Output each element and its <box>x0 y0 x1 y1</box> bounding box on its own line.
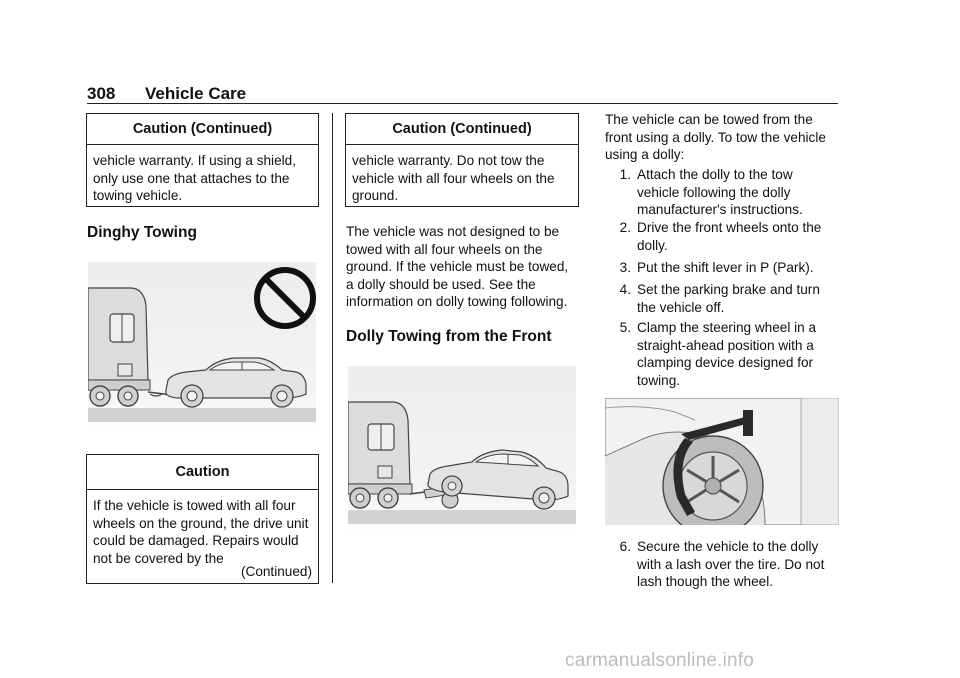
dinghy-towing-illustration <box>88 262 316 434</box>
step-number: 5. <box>619 320 631 335</box>
step-text: Put the shift lever in P (Park). <box>637 260 814 275</box>
step-number: 6. <box>619 539 631 554</box>
heading-dolly-towing-front: Dolly Towing from the Front <box>346 328 552 345</box>
caution-continued-label: (Continued) <box>240 564 312 579</box>
step-number: 1. <box>619 167 631 182</box>
header-rule <box>87 103 838 104</box>
list-item <box>605 219 838 254</box>
caution-title: Caution <box>87 455 318 490</box>
caution-continued-box-col2 <box>345 113 579 207</box>
caution-continued-text-col2: vehicle warranty. Do not tow the vehicle with all four wheels on the ground. <box>352 153 555 203</box>
step-text: Secure the vehicle to the dolly with a lash over the tire. Do not lash though the wheel. <box>637 539 825 589</box>
page-number: 308 <box>87 84 116 103</box>
step-text: Attach the dolly to the tow vehicle following the dolly manufacturer's instructions. <box>637 167 803 217</box>
steering-clamp-tire-illustration <box>605 398 839 525</box>
dolly-intro-paragraph: The vehicle can be towed from the front using a dolly. To tow the vehicle using a dolly: <box>605 112 826 162</box>
list-item <box>605 281 838 316</box>
dinghy-towing-paragraph: The vehicle was not designed to be towed with all four wheels on the ground. If the vehicle must be towed, a dolly should be used. See the information on dolly towing following. <box>346 224 569 309</box>
list-item <box>605 538 838 591</box>
step-number: 4. <box>619 282 631 297</box>
caution-continued-title-col2: Caution (Continued) <box>346 114 578 145</box>
step-text: Clamp the steering wheel in a straight-ahead position with a clamping device designed for towing. <box>637 320 817 388</box>
list-item <box>605 166 838 219</box>
step-text: Drive the front wheels onto the dolly. <box>637 220 822 253</box>
step-number: 2. <box>619 220 631 235</box>
heading-dinghy-towing: Dinghy Towing <box>87 224 197 241</box>
step-text: Set the parking brake and turn the vehicle off. <box>637 282 820 315</box>
step-number: 3. <box>619 260 631 275</box>
caution-continued-title: Caution (Continued) <box>87 114 318 145</box>
list-item <box>605 319 838 389</box>
section-title: Vehicle Care <box>145 84 247 103</box>
caution-text: If the vehicle is towed with all four wheels on the ground, the drive unit could be damaged. Repairs would not be covered by the <box>93 498 309 566</box>
caution-continued-text: vehicle warranty. If using a shield, only use one that attaches to the towing vehicle. <box>93 153 296 203</box>
watermark-text: carmanualsonline.info <box>565 650 755 671</box>
caution-box-col1 <box>86 454 319 584</box>
dolly-towing-illustration <box>348 366 576 538</box>
column-divider <box>332 113 333 583</box>
list-item <box>605 259 838 277</box>
caution-continued-box-col1 <box>86 113 319 207</box>
